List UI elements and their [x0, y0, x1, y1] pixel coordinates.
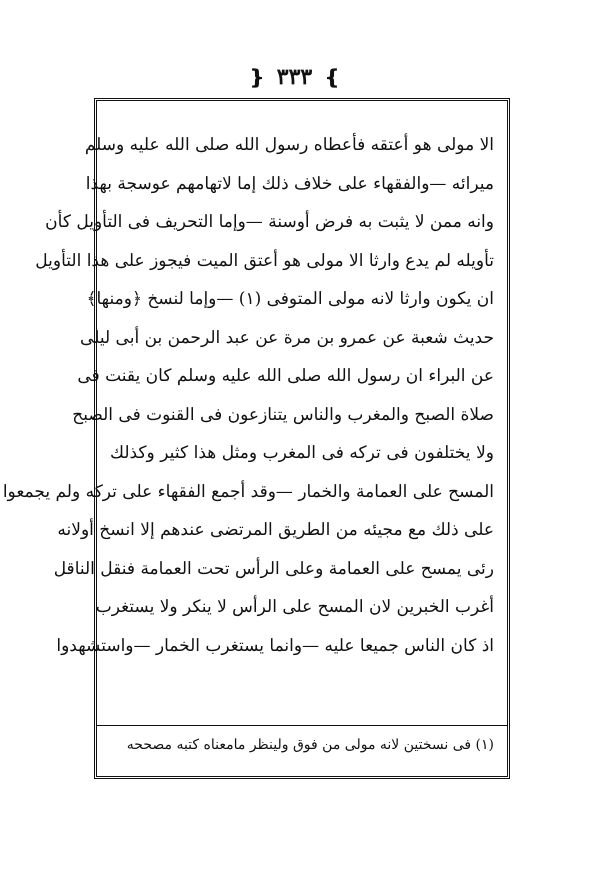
text-line: تأويله لم يدع وارثا الا مولى هو أعتق الميت فيجوز على هذا التأويل — [35, 250, 494, 271]
text-line: اذ كان الناس جميعا عليه —وانما يستغرب الخمار —واستشهدوا — [56, 635, 494, 656]
text-line: ميرائه —والفقهاء على خلاف ذلك إما لاتهامهم عوسجة بهذا — [85, 173, 494, 194]
footnote-divider — [97, 725, 507, 726]
text-line: الا مولى هو أعتقه فأعطاه رسول الله صلى الله عليه وسلم — [84, 135, 494, 155]
ornament-left: ❴ — [248, 65, 266, 89]
text-line: على ذلك مع مجيئه من الطريق المرتضى عندهم إلا انسخ أولانه — [57, 520, 494, 540]
text-line: حديث شعبة عن عمرو بن مرة عن عبد الرحمن بن أبى ليلى — [80, 327, 494, 348]
ornament-right: ❵ — [323, 65, 341, 89]
text-line: وانه ممن لا يثبت به فرض أوسنة —وإما التحريف فى التأويل كأن — [45, 212, 494, 232]
page-number: ٣٣٣ — [276, 64, 313, 90]
text-line: ان يكون وارثا لانه مولى المتوفى (١) —وإما لنسخ ﴿ومنها﴾ — [86, 289, 494, 309]
text-line: صلاة الصبح والمغرب والناس يتنازعون فى القنوت فى الصبح — [72, 404, 494, 425]
text-line: أغرب الخبرين لان المسح على الرأس لا ينكر ولا يستغرب — [95, 597, 494, 617]
text-line: ولا يختلفون فى تركه فى المغرب ومثل هذا كثير وكذلك — [110, 443, 494, 463]
text-line: رئى يمسح على العمامة وعلى الرأس تحت العمامة فنقل الناقل — [53, 558, 494, 579]
main-text — [2, 126, 494, 665]
text-line: عن البراء ان رسول الله صلى الله عليه وسلم كان يقنت فى — [77, 366, 494, 386]
footnote: (١) فى نسختين لانه مولى من فوق ولينظر مامعناه كتبه مصححه — [126, 737, 494, 753]
text-line: المسح على العمامة والخمار —وقد أجمع الفقهاء على تركه ولم يجمعوا — [2, 481, 494, 502]
page-number-header — [0, 62, 589, 92]
